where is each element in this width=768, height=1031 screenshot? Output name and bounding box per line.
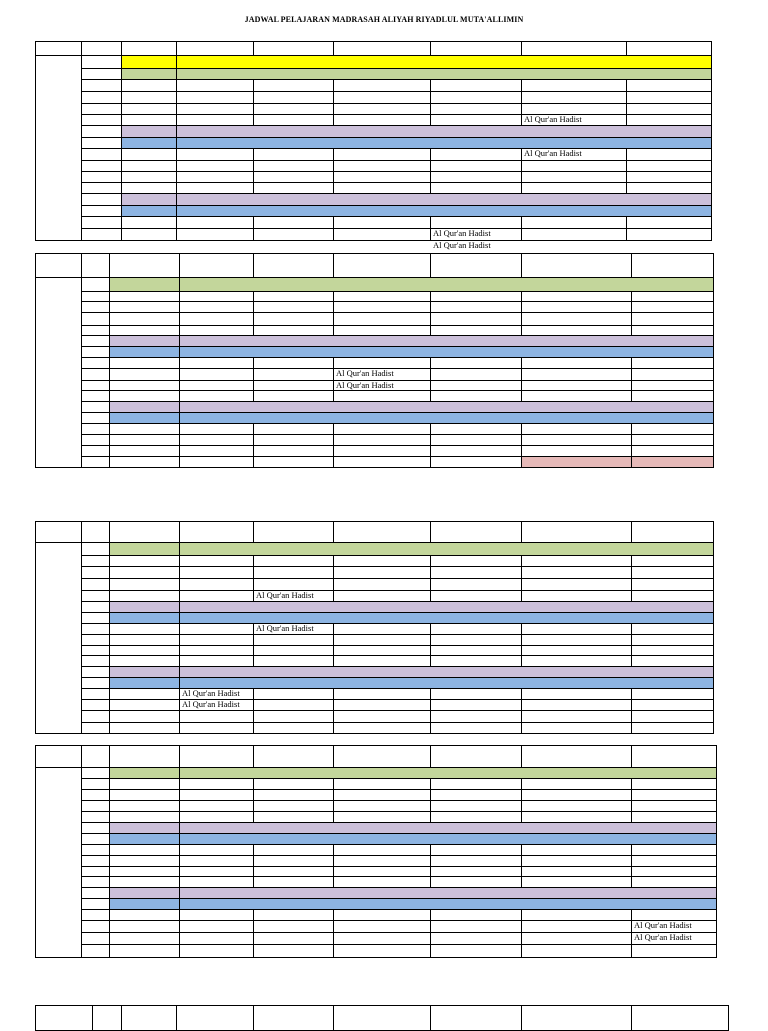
row-line [81,822,717,823]
table-border-right [711,41,712,240]
col-line-class [521,216,522,240]
table-border-top [35,41,712,42]
highlight-row [121,125,711,137]
row-line [81,666,714,667]
col-line-class [253,41,254,55]
col-line-class [333,909,334,957]
col-line-class [430,623,431,666]
col-line-class [430,216,431,240]
header-row-line [35,55,81,56]
col-line-class [521,291,522,335]
col-line-class [521,357,522,401]
highlight-row [109,887,716,898]
row-line [81,876,717,877]
row-line [81,898,717,899]
col-line-class [253,555,254,601]
row-line [81,688,714,689]
col-line-number [109,253,110,467]
col-line-class [333,291,334,335]
col-line-subject [176,41,177,240]
col-line-subject [179,253,180,467]
highlight-row [121,137,711,148]
row-line [81,722,714,723]
subject-cell-text: Al Qur'an Hadist [524,114,582,124]
col-line-class [626,148,627,193]
col-line-class [521,79,522,125]
row-line [81,277,714,278]
table-border-left [35,521,36,733]
col-line-class [521,521,522,542]
table-border-right [713,521,714,733]
col-line-subject [179,745,180,957]
col-line-class [521,1005,522,1030]
subject-cell-text: Al Qur'an Hadist [182,699,240,709]
col-line-class [430,423,431,467]
row-line [81,655,714,656]
col-line-class [521,688,522,733]
row-line [81,291,714,292]
highlight-row [109,898,716,909]
col-line-class [430,1005,431,1030]
col-line-class [333,253,334,277]
col-line-class [333,521,334,542]
row-line [81,368,714,369]
col-line-day [92,1005,93,1030]
highlight-row [109,542,713,555]
row-line [81,301,714,302]
col-line-class [626,79,627,125]
col-line-class [253,357,254,401]
table-border-right [728,1005,729,1030]
col-line-class [521,778,522,822]
col-line-class [430,745,431,767]
col-line-class [631,423,632,467]
col-line-class [631,745,632,767]
highlight-row [109,612,713,623]
col-line-class [631,357,632,401]
table-border-left [35,41,36,240]
col-line-class [430,778,431,822]
row-line [81,401,714,402]
highlight-row [121,68,711,79]
col-line-class [631,253,632,277]
row-line [81,380,714,381]
highlight-row [109,412,713,423]
highlight-row [121,193,711,205]
col-line-class [333,41,334,55]
row-line [81,634,714,635]
row-line [81,811,717,812]
row-line [81,645,714,646]
row-line [81,920,717,921]
col-line-class [333,357,334,401]
col-line-class [631,844,632,887]
col-line-class [430,79,431,125]
row-line [81,789,717,790]
highlight-row [109,833,716,844]
highlight-row [109,601,713,612]
col-line-number [109,521,110,733]
highlight-row [109,666,713,677]
col-line-subject [179,521,180,733]
col-line-class [631,688,632,733]
row-line [81,844,717,845]
col-line-class [521,623,522,666]
table-border-bottom [35,467,714,468]
subject-cell-text: Al Qur'an Hadist [433,240,491,250]
table-border-left [35,745,36,957]
row-line [81,855,717,856]
col-line-day [81,41,82,240]
col-line-subject [176,1005,177,1030]
col-line-class [521,423,522,467]
col-line-class [253,521,254,542]
row-line [81,456,714,457]
col-line-class [253,148,254,193]
table-border-right [716,745,717,957]
col-line-class [631,521,632,542]
col-line-class [253,778,254,822]
col-line-number [109,745,110,957]
col-line-class [430,148,431,193]
highlight-row [109,346,713,357]
col-line-class [521,148,522,193]
highlight-row [109,677,713,688]
row-line [81,601,714,602]
highlight-row [121,55,711,68]
row-line [81,555,714,556]
highlight-row [109,277,713,291]
col-line-class [333,688,334,733]
table-border-top [35,745,717,746]
table-border-top [35,253,714,254]
table-border-bottom [35,240,712,241]
col-line-class [521,745,522,767]
col-line-class [430,909,431,957]
col-line-class [626,216,627,240]
col-line-class [521,253,522,277]
row-line [81,346,714,347]
row-line [81,887,717,888]
col-line-class [631,1005,632,1030]
highlight-row [109,822,716,833]
col-line-class [631,909,632,957]
page-title: JADWAL PELAJARAN MADRASAH ALIYAH RIYADLUL MUTA'ALLIMIN [244,15,524,24]
row-line [81,335,714,336]
col-line-class [631,623,632,666]
header-row-line [35,277,81,278]
subject-cell-text: Al Qur'an Hadist [524,148,582,158]
row-line [81,699,714,700]
table-border-top [35,1005,729,1006]
col-line-class [430,844,431,887]
col-line-class [333,423,334,467]
subject-cell-text: Al Qur'an Hadist [336,368,394,378]
col-line-class [521,909,522,957]
col-line-class [253,253,254,277]
col-line-class [430,688,431,733]
table-border-left [35,1005,36,1030]
col-line-class [333,555,334,601]
highlight-row [109,335,713,346]
col-line-number [121,1005,122,1030]
col-line-class [333,216,334,240]
row-line [81,623,714,624]
col-line-class [333,745,334,767]
highlight-row [121,205,711,216]
row-line [81,944,717,945]
subject-cell-text: Al Qur'an Hadist [256,623,314,633]
subject-cell-text: Al Qur'an Hadist [256,590,314,600]
col-line-number [121,41,122,240]
highlight-row [109,767,716,778]
col-line-class [253,909,254,957]
col-line-class [253,423,254,467]
table-border-bottom [35,733,714,734]
row-line [81,866,717,867]
col-line-day [81,253,82,467]
row-line [81,833,717,834]
col-line-class [430,555,431,601]
col-line-class [430,41,431,55]
row-line [81,357,714,358]
row-line [81,909,717,910]
col-line-class [430,521,431,542]
row-line [81,325,714,326]
subject-cell-text: Al Qur'an Hadist [182,688,240,698]
row-line [81,542,714,543]
col-line-class [631,778,632,822]
col-line-class [253,79,254,125]
col-line-class [430,357,431,401]
subject-cell-text: Al Qur'an Hadist [433,228,491,238]
col-line-class [521,41,522,55]
col-line-class [333,778,334,822]
row-line [81,767,717,768]
col-line-class [333,79,334,125]
row-line [81,390,714,391]
subject-cell-text: Al Qur'an Hadist [336,380,394,390]
row-line [81,312,714,313]
col-line-class [333,148,334,193]
row-line [81,590,714,591]
col-line-class [253,1005,254,1030]
col-line-class [253,688,254,733]
row-line [81,412,714,413]
col-line-class [430,291,431,335]
col-line-class [253,216,254,240]
row-line [81,932,717,933]
col-line-class [626,41,627,55]
row-line [81,566,714,567]
row-line [81,578,714,579]
col-line-day [81,745,82,957]
col-line-class [253,745,254,767]
row-line [81,677,714,678]
col-line-class [253,623,254,666]
row-line [81,710,714,711]
header-row-line [35,767,81,768]
row-line [81,445,714,446]
col-line-day [81,521,82,733]
col-line-class [333,623,334,666]
table-border-bottom [35,957,717,958]
subject-cell-text: Al Qur'an Hadist [634,932,692,942]
col-line-class [430,253,431,277]
col-line-class [253,291,254,335]
table-border-left [35,253,36,467]
table-border-top [35,521,714,522]
col-line-class [333,1005,334,1030]
col-line-class [631,555,632,601]
row-line [81,612,714,613]
header-row-line [35,542,81,543]
row-line [81,800,717,801]
row-line [81,778,717,779]
row-line [81,434,714,435]
col-line-class [521,844,522,887]
subject-cell-text: Al Qur'an Hadist [634,920,692,930]
highlight-row [521,456,713,467]
row-line [81,423,714,424]
col-line-class [521,555,522,601]
col-line-class [253,844,254,887]
col-line-class [631,291,632,335]
col-line-class [333,844,334,887]
highlight-row [109,401,713,412]
